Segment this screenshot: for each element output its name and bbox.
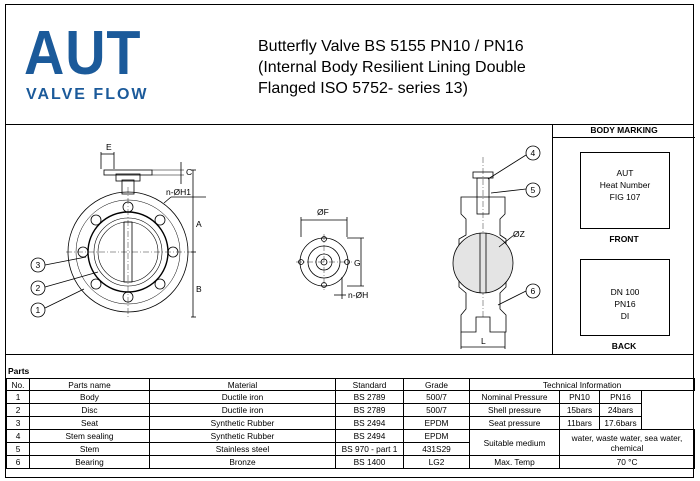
tech-label: Max. Temp	[470, 456, 560, 469]
back-marking-box	[580, 259, 670, 336]
cell-grade: 500/7	[404, 404, 470, 417]
dim-f: ØF	[317, 207, 329, 217]
parts-label: Parts	[8, 366, 30, 376]
cell-grade: 500/7	[404, 391, 470, 404]
back-line: DN 100	[610, 287, 640, 297]
cell-part: Disc	[30, 404, 150, 417]
header-material: Material	[150, 379, 336, 391]
cell-part: Stem	[30, 443, 150, 456]
valve-drawing	[6, 127, 551, 353]
header-grade: Grade	[404, 379, 470, 391]
cell-no: 1	[7, 391, 30, 404]
callout-3: 3	[35, 260, 41, 270]
front-marking-box	[580, 152, 670, 229]
cell-no: 5	[7, 443, 30, 456]
cell-part: Stem sealing	[30, 430, 150, 443]
tech-value: 15bars	[560, 404, 600, 417]
title-line: Flanged ISO 5752- series 13)	[258, 80, 468, 97]
table-header-row	[7, 379, 695, 391]
dim-z: ØZ	[513, 229, 525, 239]
tech-value: 24bars	[600, 404, 642, 417]
cell-part: Bearing	[30, 456, 150, 469]
table-row	[7, 391, 695, 404]
dim-g: G	[354, 258, 361, 268]
callout-5: 5	[530, 185, 536, 195]
front-line: FIG 107	[609, 192, 641, 202]
parts-table	[6, 378, 695, 469]
cell-no: 4	[7, 430, 30, 443]
dim-a: A	[196, 219, 202, 229]
empty-cell	[642, 391, 695, 404]
front-line: Heat Number	[599, 180, 651, 190]
dim-b: B	[196, 284, 202, 294]
tech-value: 17.6bars	[600, 417, 642, 430]
body-marking-panel	[552, 124, 695, 355]
tech-value: PN16	[600, 391, 642, 404]
tech-value: 11bars	[560, 417, 600, 430]
callout-2: 2	[35, 283, 41, 293]
header-standard: Standard	[336, 379, 404, 391]
back-line: PN16	[614, 299, 636, 309]
header-no: No.	[7, 379, 30, 391]
callout-1: 1	[35, 305, 41, 315]
cell-standard: BS 2494	[336, 417, 404, 430]
cell-standard: BS 2789	[336, 404, 404, 417]
aut-logo	[24, 19, 154, 104]
cell-standard: BS 970 - part 1	[336, 443, 404, 456]
cell-material: Bronze	[150, 456, 336, 469]
tech-value: water, waste water, sea water, chemical	[560, 430, 695, 456]
cell-material: Ductile iron	[150, 391, 336, 404]
cell-grade: LG2	[404, 456, 470, 469]
dim-nh: n-ØH	[348, 290, 369, 300]
table-row	[7, 430, 695, 443]
tech-label: Seat pressure	[470, 417, 560, 430]
cell-standard: BS 2494	[336, 430, 404, 443]
table-row	[7, 456, 695, 469]
cell-no: 3	[7, 417, 30, 430]
cell-material: Stainless steel	[150, 443, 336, 456]
cell-no: 6	[7, 456, 30, 469]
cell-standard: BS 1400	[336, 456, 404, 469]
front-label: FRONT	[609, 234, 639, 244]
document-title	[258, 36, 588, 99]
front-line: AUT	[616, 168, 634, 178]
dim-nh1: n-ØH1	[166, 187, 192, 197]
logo-tagline: VALVE FLOW	[26, 86, 149, 103]
table-row	[7, 404, 695, 417]
cell-grade: EPDM	[404, 417, 470, 430]
tech-value: 70 °C	[560, 456, 695, 469]
empty-cell	[642, 417, 695, 430]
dim-c: C	[186, 167, 193, 177]
title-line: Butterfly Valve BS 5155 PN10 / PN16	[258, 38, 524, 55]
cell-part: Seat	[30, 417, 150, 430]
logo-brand: AUT	[24, 19, 142, 88]
tech-value: PN10	[560, 391, 600, 404]
callout-6: 6	[530, 286, 536, 296]
header-technical-information: Technical Information	[470, 379, 695, 391]
cell-standard: BS 2789	[336, 391, 404, 404]
cell-grade: EPDM	[404, 430, 470, 443]
cell-material: Synthetic Rubber	[150, 417, 336, 430]
body-marking-title: BODY MARKING	[553, 124, 695, 138]
cell-grade: 431S29	[404, 443, 470, 456]
tech-label: Shell pressure	[470, 404, 560, 417]
dim-e: E	[106, 142, 112, 152]
tech-label: Suitable medium	[470, 430, 560, 456]
title-line: (Internal Body Resilient Lining Double	[258, 59, 526, 76]
cell-part: Body	[30, 391, 150, 404]
cell-material: Synthetic Rubber	[150, 430, 336, 443]
dim-l: L	[481, 336, 486, 346]
table-row	[7, 417, 695, 430]
empty-cell	[642, 404, 695, 417]
cell-no: 2	[7, 404, 30, 417]
header-parts-name: Parts name	[30, 379, 150, 391]
back-line: DI	[620, 311, 630, 321]
back-label: BACK	[611, 341, 637, 351]
callout-4: 4	[530, 148, 536, 158]
tech-label: Nominal Pressure	[470, 391, 560, 404]
cell-material: Ductile iron	[150, 404, 336, 417]
